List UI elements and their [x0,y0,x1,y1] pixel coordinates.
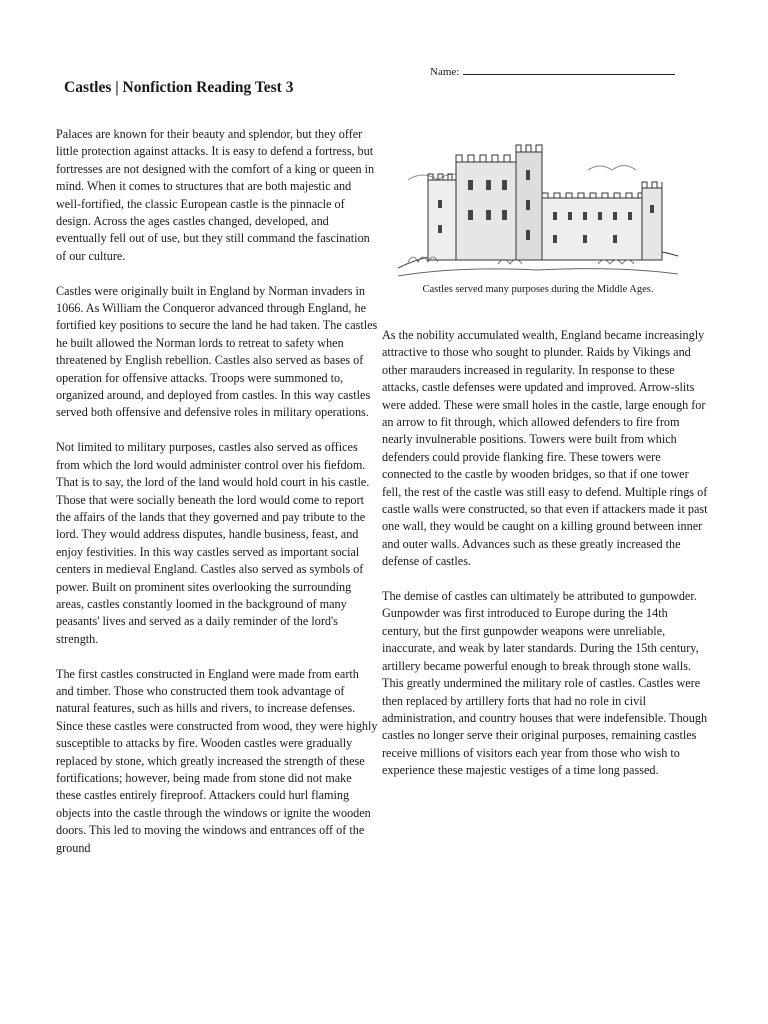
paragraph-demise: The demise of castles can ultimately be attributed to gunpowder. Gunpowder was first introduced to Europe during the 14th century, but the first gunpowder weapons were unreliable, inaccurate, and weak by later standards. During the 15th century, artillery became powerful enough to break through stone walls. This greatly undermined the military role of castles. Castles were then replaced by artillery forts that had no role in civil administration, and country houses that were indefensible. Though castles no longer serve their original purposes, remaining castles receive millions of visitors each year from those who wish to experience these majestic vestiges of a time long passed. [382,589,708,778]
figure-caption: Castles served many purposes during the Middle Ages. [422,284,654,295]
paragraph-construction: The first castles constructed in England were made from earth and timber. Those who constructed them took advantage of natural features, such as hills and rivers, to increase defenses. Since these castles were constructed from wood, they were highly susceptible to attacks by fire. Wooden castles were gradually replaced by stone, which greatly increased the strength of these fortifications; however, being made from stone did not make these castles entirely fireproof. Attackers could hurl flaming objects into the castle through the windows or ignite the wooden doors. This led to moving the windows and entrances off of the ground [56,666,378,855]
paragraph-social-role: Not limited to military purposes, castles also served as offices from which the lord would administer control over his fiefdom. That is to say, the lord of the land would hold court in his castle. Those that were socially beneath the lord would come to report the affairs of the lands that they governed and pay tribute to the lord. They would address disputes, handle business, feast, and enjoy festivities. In this way castles served as important social centers in medieval England. Castles also served as symbols of power. Built on prominent sites overlooking the surrounding areas, castles constantly loomed in the background of many peasants' lives and served as a daily reminder of the lord's strength. [56,440,370,646]
paragraph-intro: Palaces are known for their beauty and splendor, but they offer little protection against attacks. It is easy to defend a fortress, but fortresses are not designed with the comfort of a king or queen in mind. When it comes to structures that are both majestic and well-fortified, the classic European castle is the pinnacle of design. Across the ages castles changed, developed, and eventually fell out of use, but they still command the fascination of our culture. [56,127,375,263]
castle-icon [398,140,678,280]
page-title: Castles | Nonfiction Reading Test 3 [64,79,294,96]
paragraph-norman-castles: Castles were originally built in England by Norman invaders in 1066. As William the Conqueror advanced through England, he fortified key positions to secure the land he had taken. The castles he built allowed the Norman lords to retreat to safety when threatened by English rebellion. Castles also served as bases of operation for offensive attacks. Troops were summoned to, organized around, and deployed from castles. In this way castles served both offensive and defensive roles in military operations. [56,283,378,420]
name-blank-line[interactable] [463,64,675,75]
right-column [382,327,708,797]
left-column [56,126,378,874]
name-label: Name: [430,66,460,78]
name-field [430,64,675,78]
paragraph-defenses: As the nobility accumulated wealth, England became increasingly attractive to those who sought to plunder. Raids by Vikings and other marauders increased in regularity. In response to these attacks, castle defenses were updated and improved. Arrow-slits were added. These were small holes in the castle, large enough for an arrow to fit through, which allowed defenders to fire from nearly invulnerable positions. Towers were built from which defenders could provide flanking fire. These towers were connected to the castle by wooden bridges, so that if one tower fell, the rest of the castle was still easy to defend. Multiple rings of castle walls were constructed, so that even if attackers made it past one wall, they would be caught on a killing ground between inner and outer walls. Advances such as these greatly increased the defense of castles. [382,328,708,569]
castle-illustration [398,140,678,280]
